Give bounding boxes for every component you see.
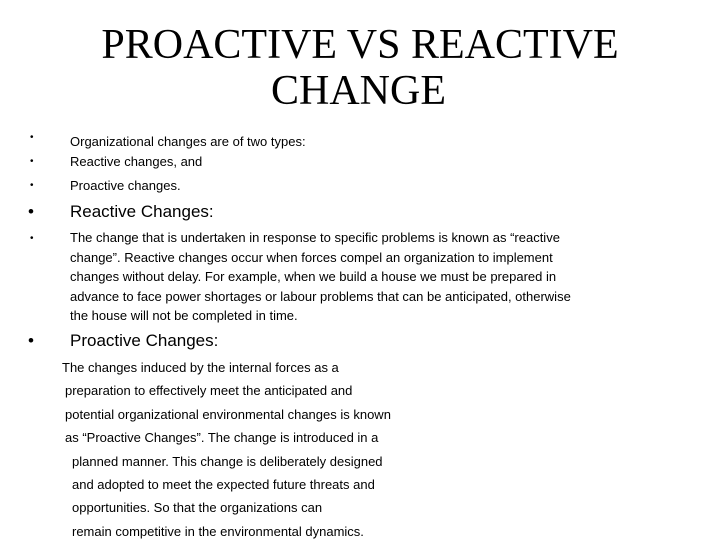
paragraph-line: The change that is undertaken in response to specific problems is known as “reactive	[70, 230, 560, 245]
bullet-icon: •	[30, 180, 34, 191]
paragraph-line: change”. Reactive changes occur when forces compel an organization to implement	[70, 249, 553, 265]
paragraph-line: changes without delay. For example, when we build a house we must be prepared in	[70, 269, 557, 284]
paragraph-line: and adopted to meet the expected future threats and	[72, 477, 375, 493]
paragraph-line: opportunities. So that the organizations can	[72, 500, 323, 516]
bullet-icon: •	[30, 132, 34, 143]
paragraph-line: planned manner. This change is deliberately designed	[72, 453, 383, 469]
paragraph-line: potential organizational environmental changes is known	[65, 406, 391, 422]
intro-line: Proactive changes.	[70, 178, 181, 193]
paragraph-line: remain competitive in the environmental dynamics.	[72, 523, 364, 539]
intro-line: Organizational changes are of two types:	[70, 134, 306, 149]
bullet-icon: •	[28, 331, 34, 350]
intro-line: Reactive changes, and	[70, 154, 203, 169]
paragraph-line: The changes induced by the internal forces as a	[62, 360, 339, 375]
title-line-2: CHANGE	[271, 68, 446, 114]
paragraph-line: advance to face power shortages or labour problems that can be anticipated, otherwise	[70, 288, 571, 304]
paragraph-line: the house will not be completed in time.	[70, 308, 298, 323]
bullet-icon: •	[30, 156, 34, 167]
slide-title	[0, 22, 720, 114]
bullet-icon: •	[28, 202, 34, 221]
bullet-icon: •	[30, 233, 34, 244]
title-line-1: PROACTIVE VS REACTIVE	[101, 22, 619, 68]
reactive-heading: Reactive Changes:	[70, 202, 214, 221]
paragraph-line: preparation to effectively meet the anticipated and	[65, 383, 353, 399]
reactive-paragraph	[70, 228, 571, 326]
paragraph-line: as “Proactive Changes”. The change is introduced in a	[65, 430, 379, 446]
proactive-paragraph	[0, 356, 391, 543]
proactive-heading: Proactive Changes:	[70, 331, 219, 350]
